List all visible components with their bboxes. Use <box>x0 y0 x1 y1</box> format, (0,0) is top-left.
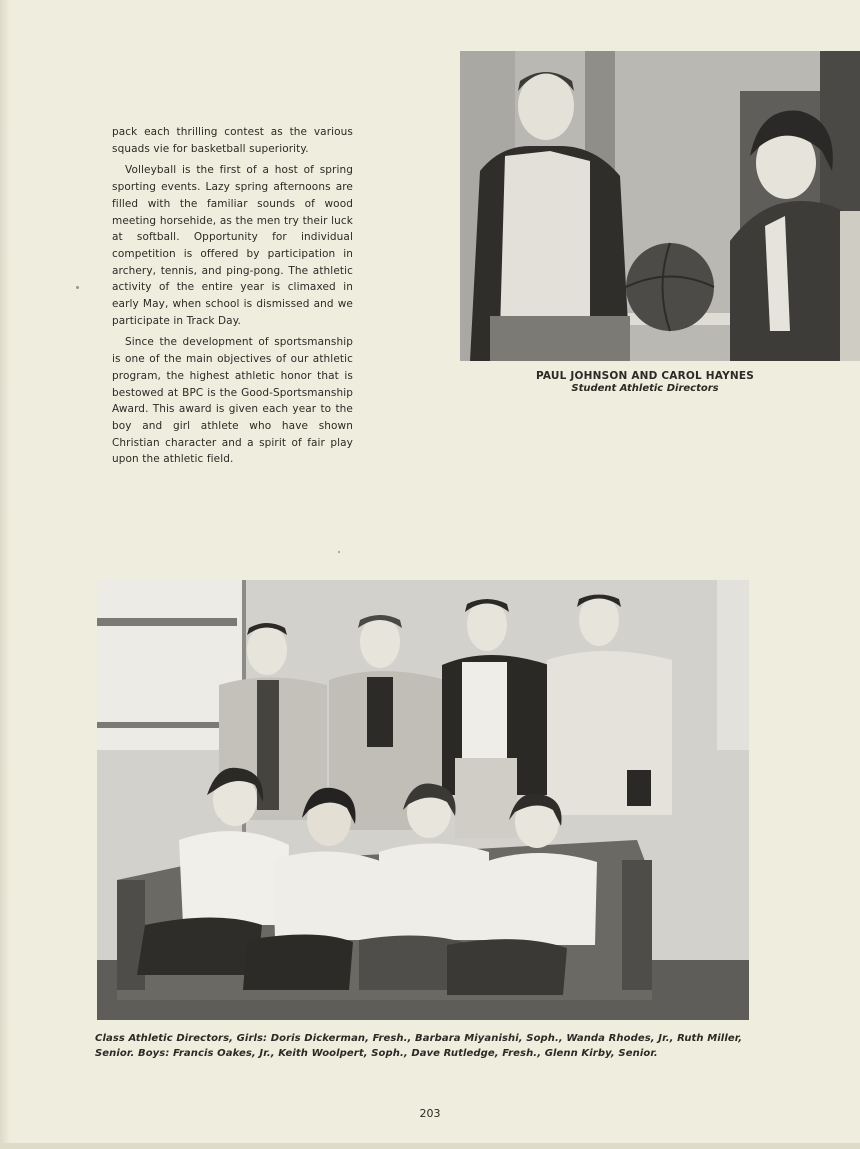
body-text-column <box>112 124 353 473</box>
body-paragraph: Since the development of sportsmanship is one of the main objectives of our athletic program, the highest athletic honor that is bestowed at BPC is the Good-Sportsmanship Award. This award is given each year to the boy and girl athlete who have shown Christian character and a spirit of fair play upon the athletic field. <box>112 336 353 466</box>
page-bottom-edge <box>0 1143 860 1149</box>
page-edge-shadow <box>0 0 10 1149</box>
group-photo-caption: Class Athletic Directors, Girls: Doris Dickerman, Fresh., Barbara Miyanishi, Soph., Wanda Rhodes, Jr., Ruth Miller, Senior. Boys: Francis Oakes, Jr., Keith Woolpert, Soph., Dave Rutledge, Fresh., Glenn Kirby, Senior. <box>95 1033 743 1059</box>
athletic-directors-photo <box>460 51 860 361</box>
paper-speck <box>338 551 340 553</box>
top-photo-caption <box>520 370 770 394</box>
body-paragraph: pack each thrilling contest as the various squads vie for basketball superiority. <box>112 126 353 155</box>
caption-names: PAUL JOHNSON AND CAROL HAYNES <box>535 370 755 382</box>
body-paragraph: Volleyball is the first of a host of spring sporting events. Lazy spring afternoons are filled with the familiar sounds of wood meeting horsehide, as the men try their luck at softball. Opportunity for individual competition is offered by participation in archery, tennis, and ping-pong. The athletic activity of the entire year is climaxed in early May, when school is dismissed and we participate in Track Day. <box>112 164 353 327</box>
class-athletic-directors-photo <box>97 580 749 1020</box>
caption-role: Student Athletic Directors <box>571 383 719 394</box>
paper-speck <box>76 286 79 289</box>
page-number: 203 <box>419 1107 441 1120</box>
